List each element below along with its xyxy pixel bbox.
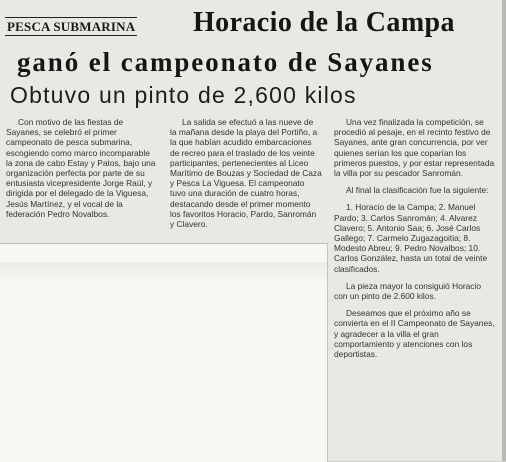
column-1-paragraph: Con motivo de las fiestas de Sayanes, se celebró el primer campeonato de pesca submarina, escogiendo como marco incomparable la zona de cabo Estay y Patos, bajo una organización perfecta por parte de su entusiasta vicepresidente Jorge Raúl, y dirigida por el delegado de la Viguesa, Jesús Martínez, y el vocal de la federación Pedro Novalbos. — [6, 117, 156, 219]
column-2-paragraph: La salida se efectuó a las nueve de la mañana desde la playa del Portiño, a la que habían acudido embarcaciones de recreo para el traslado de los veinte participantes, pertenecientes al Liceo Marítimo de Bouzas y Sociedad de Caza y Pesca La Viguesa. El campeonato tuvo una duración de cuatro horas, destacando desde el primer momento los favoritos Horacio, Pardo, Sanromán y Clavero. — [170, 117, 322, 230]
headline-line-2: ganó el campeonato de Sayanes — [17, 47, 434, 77]
article-column-3 — [334, 117, 496, 366]
subheadline: Obtuvo un pinto de 2,600 kilos — [10, 82, 357, 108]
classification-intro: Al final la clasificación fue la siguiente: — [346, 185, 489, 196]
paper-fold-shadow — [0, 262, 327, 284]
article-column-2 — [170, 117, 322, 229]
right-edge-shadow — [502, 0, 506, 461]
article-column-1 — [6, 117, 158, 219]
closing-paragraph: Deseamos que el próximo año se convierta en el II Campeonato de Sayanes, y agradecer a la villa el gran comportamiento y atenciones con los deportistas. — [334, 308, 495, 360]
classification-list: 1. Horacio de la Campa; 2. Manuel Pardo; 3. Carlos Sanromán; 4. Alvarez Clavero; 5. Antonio Saa; 6. José Carlos Gallego; 7. Carmelo Zugazagoitia; 8. Modesto Abreu; 9. Pedro Novalbos; 10. Carlos González, hasta un total de veinte clasificados. — [334, 202, 488, 274]
column-3-weighin-paragraph: Una vez finalizada la competición, se procedió al pesaje, en el recinto festivo de Sayanes, ante gran concurrencia, por ver quienes serían los que coparían los primeros puestos, y por estar representada la villa por su pescador Sanromán. — [334, 117, 495, 179]
section-kicker: PESCA SUBMARINA — [7, 19, 136, 34]
headline-line-1: Horacio de la Campa — [193, 7, 455, 38]
biggest-catch-paragraph: La pieza mayor la consiguió Horacio con un pinto de 2.600 kilos. — [334, 280, 482, 302]
